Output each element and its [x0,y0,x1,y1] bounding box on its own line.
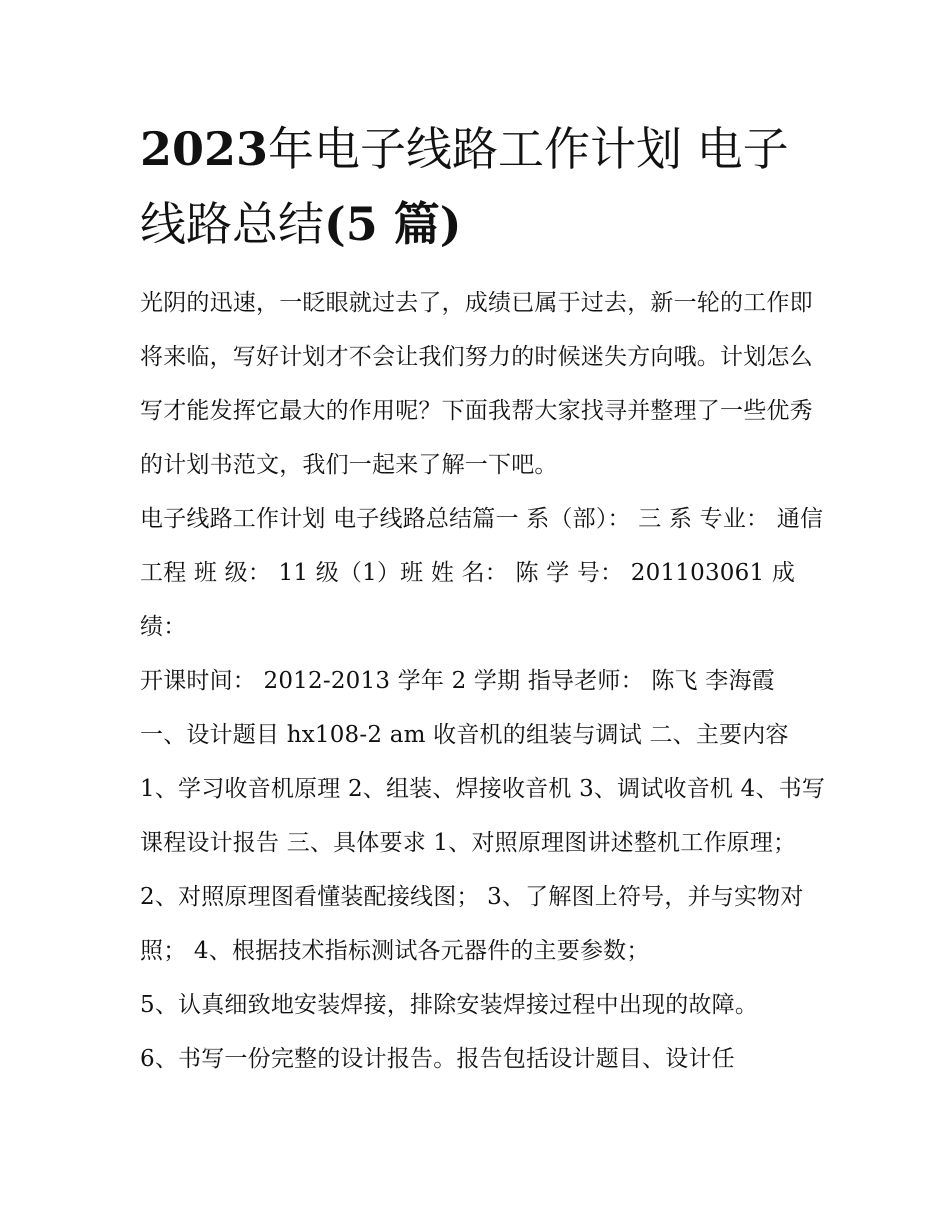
install-paragraph: 5、认真细致地安装焊接，排除安装焊接过程中出现的故障。 [140,992,759,1018]
course-time-paragraph: 开课时间： 2012-2013 学年 2 学期 指导老师： 陈飞 李海霞 [140,668,775,694]
report-paragraph: 6、书写一份完整的设计报告。报告包括设计题目、设计任 [140,1046,735,1072]
intro-paragraph: 光阴的迅速，一眨眼就过去了，成绩已属于过去，新一轮的工作即将来临，写好计划才不会让我们努力的时候迷失方向哦。计划怎么写才能发挥它最大的作用呢？下面我帮大家找寻并整理了一些优秀的计划书范文，我们一起来了解一下吧。 [140,290,813,478]
title-count: (5 篇) [324,197,462,251]
title-year: 2023 [140,122,269,176]
document-body [140,112,830,1086]
requirements-paragraph: 2、对照原理图看懂装配接线图； 3、了解图上符号，并与实物对照； 4、根据技术指标测试各元器件的主要参数； [140,884,804,964]
student-info-paragraph: 电子线路工作计划 电子线路总结篇一 系（部）： 三 系 专业： 通信工程 班 级： 11 级（1）班 姓 名： 陈 学 号： 201103061 成 绩： [140,506,824,640]
design-topic-paragraph: 一、设计题目 hx108-2 am 收音机的组装与调试 二、主要内容 1、学习收音机原理 2、组装、焊接收音机 3、调试收音机 4、书写课程设计报告 三、具体要求 1、对照原理图讲述整机工作原理； [140,722,826,856]
title-text: 年电子线路工作计划 电子线路总结 [140,122,789,251]
document-title [140,112,830,262]
